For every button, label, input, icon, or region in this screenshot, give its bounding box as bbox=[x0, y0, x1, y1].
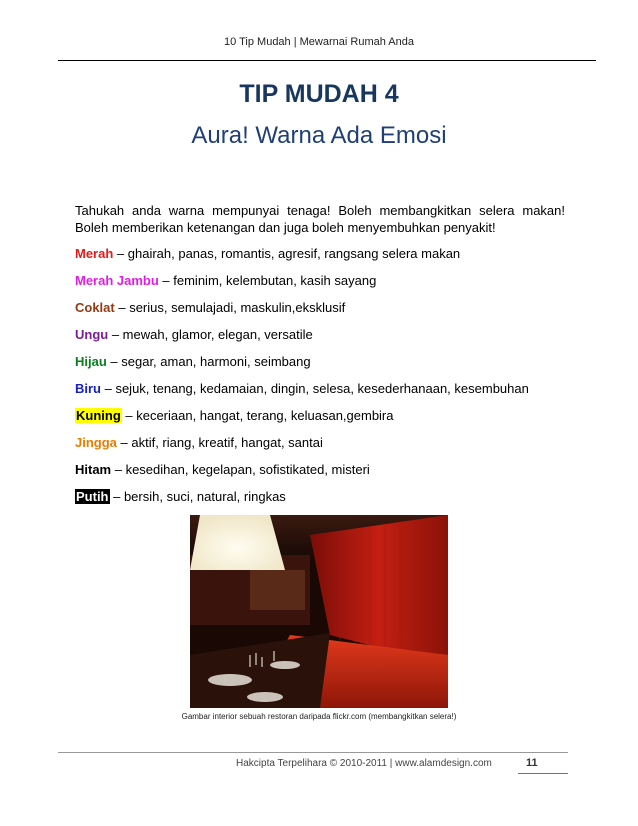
page-title: TIP MUDAH 4 bbox=[239, 80, 399, 108]
color-name: Merah bbox=[75, 246, 114, 261]
color-item-hijau bbox=[75, 353, 311, 371]
restaurant-interior-photo bbox=[190, 515, 448, 708]
color-description: – bersih, suci, natural, ringkas bbox=[109, 489, 286, 504]
color-item-biru bbox=[75, 380, 529, 398]
color-description: – sejuk, tenang, kedamaian, dingin, selesa, kesederhanaan, kesembuhan bbox=[101, 381, 529, 396]
color-item-putih bbox=[75, 488, 286, 506]
color-name: Hitam bbox=[75, 462, 112, 477]
page-number: 11 bbox=[526, 757, 538, 769]
color-description: – feminim, kelembutan, kasih sayang bbox=[158, 273, 377, 288]
color-item-kuning bbox=[75, 407, 394, 425]
footer-divider bbox=[58, 752, 568, 753]
color-description: – keceriaan, hangat, terang, keluasan,gembira bbox=[121, 408, 394, 423]
page-subtitle: Aura! Warna Ada Emosi bbox=[191, 122, 447, 149]
running-header: 10 Tip Mudah | Mewarnai Rumah Anda bbox=[224, 36, 414, 48]
photo-caption: Gambar interior sebuah restoran daripada flickr.com (membangkitkan selera!) bbox=[181, 712, 457, 721]
color-item-merah bbox=[75, 245, 460, 263]
color-item-ungu bbox=[75, 326, 313, 344]
color-description: – mewah, glamor, elegan, versatile bbox=[108, 327, 313, 342]
color-item-hitam bbox=[75, 461, 370, 479]
color-name: Kuning bbox=[76, 408, 121, 423]
header-divider bbox=[58, 60, 596, 61]
color-description: – serius, semulajadi, maskulin,eksklusif bbox=[114, 300, 346, 315]
color-name: Putih bbox=[76, 489, 109, 504]
color-name: Ungu bbox=[75, 327, 109, 342]
color-item-merah-jambu bbox=[75, 272, 376, 290]
photo-illustration bbox=[190, 515, 448, 708]
color-item-jingga bbox=[75, 434, 323, 452]
color-description: – segar, aman, harmoni, seimbang bbox=[106, 354, 311, 369]
color-description: – aktif, riang, kreatif, hangat, santai bbox=[116, 435, 323, 450]
page-number-box bbox=[518, 753, 568, 774]
color-description: – kesedihan, kegelapan, sofistikated, misteri bbox=[111, 462, 370, 477]
intro-paragraph: Tahukah anda warna mempunyai tenaga! Boleh membangkitkan selera makan! Boleh memberikan ketenangan dan juga boleh menyembuhkan penyakit! bbox=[75, 203, 565, 235]
color-description: – ghairah, panas, romantis, agresif, rangsang selera makan bbox=[113, 246, 461, 261]
color-name: Merah Jambu bbox=[75, 273, 159, 288]
color-item-coklat bbox=[75, 299, 345, 317]
color-name: Jingga bbox=[75, 435, 117, 450]
color-name: Biru bbox=[75, 381, 101, 396]
color-name: Hijau bbox=[75, 354, 107, 369]
color-name: Coklat bbox=[75, 300, 115, 315]
footer-text: Hakcipta Terpelihara © 2010-2011 | www.alamdesign.com bbox=[236, 758, 492, 769]
